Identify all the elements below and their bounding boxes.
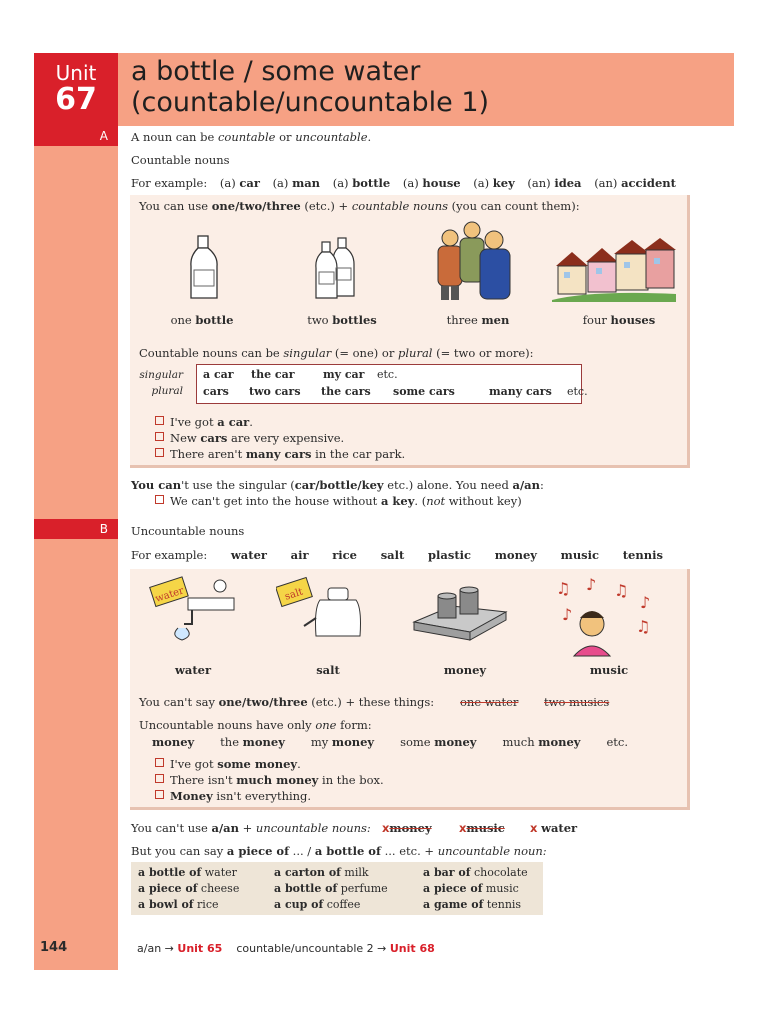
cs-pre: You can't say — [139, 695, 219, 709]
form-pre: much — [502, 735, 539, 749]
piece-item — [274, 866, 369, 879]
page-number: 144 — [40, 940, 68, 955]
wrong-example: one water — [460, 695, 519, 709]
table-cell: the cars — [321, 385, 371, 398]
wrong-music — [459, 821, 505, 835]
uncountable-heading: Uncountable nouns — [131, 524, 245, 538]
piece-bold: a bowl of — [138, 898, 194, 911]
example-word: accident — [621, 176, 676, 190]
example-word: music — [560, 548, 600, 562]
salt-tag: salt — [283, 586, 305, 603]
intro-countable: countable — [217, 130, 276, 144]
example-sentence — [155, 773, 384, 787]
wrong-word: money — [389, 821, 432, 835]
unit-number: 67 — [55, 82, 97, 117]
table-cell: etc. — [377, 368, 398, 381]
use-mid: (etc.) + — [300, 199, 352, 213]
ex-bold: cars — [200, 431, 228, 445]
countable-heading: Countable nouns — [131, 153, 230, 167]
ex-end: in the box. — [318, 773, 384, 787]
caption-pre: four — [582, 313, 611, 327]
form-pre: some — [400, 735, 435, 749]
key-pre: We can't get into the house without — [170, 494, 381, 508]
ex-end: in the car park. — [311, 447, 406, 461]
form-bold: money — [434, 735, 477, 749]
aan-line — [131, 821, 371, 835]
piece-noun: coffee — [326, 898, 361, 911]
example-sentence — [155, 431, 344, 445]
cs-bold: one/two/three — [218, 695, 308, 709]
houses-icon — [552, 232, 676, 302]
cant-bold3: a/an — [512, 478, 540, 492]
cant-use-line — [131, 478, 544, 492]
wrong-example: two musics — [544, 695, 610, 709]
form-item — [220, 735, 285, 749]
ex-pre: I've got — [170, 415, 218, 429]
example-sentence — [155, 447, 405, 461]
example-word: man — [292, 176, 321, 190]
title-line2: (countable/uncountable 1) — [131, 87, 490, 118]
example-word: tennis — [622, 548, 663, 562]
ref-text: countable/uncountable 2 — [236, 942, 374, 955]
ex-bold: Money — [170, 789, 213, 803]
piece-bold: a game of — [423, 898, 484, 911]
key-sentence — [155, 494, 522, 508]
caption-bold: bottles — [332, 313, 377, 327]
example-item — [403, 176, 461, 190]
caption-pre: one — [170, 313, 196, 327]
wrong-word: water — [541, 821, 578, 835]
arrow-icon: → — [377, 942, 387, 955]
singular-label: singular — [139, 369, 183, 381]
music-icon — [552, 574, 662, 658]
form-bold: money — [242, 735, 285, 749]
example-article: (an) — [527, 176, 551, 190]
example-item — [527, 176, 581, 190]
form-pre: my — [310, 735, 332, 749]
ex-bold: many cars — [245, 447, 312, 461]
piece-item — [423, 898, 521, 911]
form-item — [311, 735, 374, 749]
example-word: water — [230, 548, 267, 562]
ex-pre: New — [170, 431, 201, 445]
section-a-label: A — [99, 129, 108, 143]
intro-line — [131, 130, 371, 144]
example-article: (a) — [272, 176, 289, 190]
key-end: without key) — [445, 494, 522, 508]
form-item — [152, 735, 194, 749]
caption-water: water — [174, 663, 212, 677]
table-cell: a car — [203, 368, 234, 381]
wrong-water — [530, 821, 577, 835]
checkbox-bullet-icon — [155, 416, 164, 425]
example-item — [220, 176, 260, 190]
aan-bold: a/an — [211, 821, 239, 835]
checkbox-bullet-icon — [155, 432, 164, 441]
piece-bold: a cup of — [274, 898, 324, 911]
example-article: (an) — [594, 176, 618, 190]
key-mid: . ( — [414, 494, 427, 508]
unit-label: Unit — [55, 61, 97, 85]
only-ital: one — [315, 718, 337, 732]
ex-end: are very expensive. — [227, 431, 345, 445]
for-example-label: For example: — [131, 176, 208, 190]
cross-icon: x — [382, 821, 390, 835]
piece-noun: rice — [197, 898, 219, 911]
example-sentence — [155, 789, 311, 803]
example-word: salt — [380, 548, 405, 562]
three-men-icon — [432, 218, 516, 302]
intro-uncountable: uncountable — [295, 130, 368, 144]
water-tap-icon — [148, 574, 240, 644]
cant-mid: 't use the singular ( — [181, 478, 295, 492]
key-bold: a key — [380, 494, 415, 508]
ex-end: . — [249, 415, 253, 429]
forms-row — [152, 735, 628, 749]
caption-bottles — [282, 313, 402, 327]
table-cell: two cars — [249, 385, 301, 398]
use-ital: countable nouns — [351, 199, 449, 213]
checkbox-bullet-icon — [155, 758, 164, 767]
only-end: form: — [336, 718, 372, 732]
piece-noun: music — [485, 882, 519, 895]
but-mid: ... / — [289, 844, 315, 858]
svg-text:♪: ♪ — [562, 605, 573, 624]
ex-pre: I've got — [170, 757, 218, 771]
for-example-label: For example: — [131, 548, 208, 562]
aan-ital: uncountable nouns: — [255, 821, 371, 835]
aan-mid: + — [238, 821, 256, 835]
cross-icon: x — [459, 821, 467, 835]
unit-65-link[interactable]: Unit 65 — [177, 942, 223, 955]
piece-item — [423, 882, 519, 895]
intro-pre: A noun can be — [131, 130, 218, 144]
ex-bold: a car — [217, 415, 250, 429]
table-cell: the car — [251, 368, 295, 381]
aan-pre: You can't use — [131, 821, 212, 835]
ex-pre: There aren't — [170, 447, 246, 461]
checkbox-bullet-icon — [155, 495, 164, 504]
ex-end: . — [297, 757, 301, 771]
piece-bold: a piece of — [423, 882, 483, 895]
piece-bold: a bottle of — [274, 882, 338, 895]
use-pre: You can use — [139, 199, 212, 213]
uncountable-examples — [131, 548, 663, 562]
cross-icon: x — [530, 821, 538, 835]
table-cell: many cars — [489, 385, 552, 398]
key-not: not — [426, 494, 446, 508]
but-bold1: a piece of — [226, 844, 290, 858]
piece-noun: water — [204, 866, 237, 879]
but-pre: But you can say — [131, 844, 227, 858]
but-line — [131, 844, 547, 858]
one-form-line — [139, 718, 372, 732]
cant-mid2: etc.) alone. You need — [383, 478, 513, 492]
example-article: (a) — [473, 176, 490, 190]
use-bold: one/two/three — [211, 199, 301, 213]
form-item — [606, 735, 628, 749]
piece-noun: cheese — [200, 882, 240, 895]
use-line — [139, 199, 580, 213]
section-a-marker — [34, 126, 118, 146]
example-sentence — [155, 757, 301, 771]
example-item — [594, 176, 676, 190]
salt-icon — [276, 576, 368, 646]
caption-houses — [559, 313, 679, 327]
cant-say-line — [139, 695, 434, 709]
svg-text:♫: ♫ — [614, 581, 629, 600]
two-bottles-icon — [312, 236, 364, 300]
sp-pre: Countable nouns can be — [139, 346, 284, 360]
ex-bold: some money — [217, 757, 298, 771]
intro-or: or — [275, 130, 296, 144]
unit-68-link[interactable]: Unit 68 — [389, 942, 435, 955]
section-b-marker — [34, 519, 118, 539]
plural-row — [203, 385, 588, 398]
example-item — [273, 176, 320, 190]
cant-bold: You can — [131, 478, 182, 492]
singular-plural-line — [139, 346, 534, 360]
section-b-label: B — [99, 522, 108, 536]
cant-end: : — [539, 478, 544, 492]
sp-singular: singular — [283, 346, 332, 360]
example-word: key — [492, 176, 515, 190]
ex-pre: There isn't — [170, 773, 237, 787]
piece-noun: milk — [344, 866, 369, 879]
sp-mid: (= one) or — [331, 346, 398, 360]
but-bold2: a bottle of — [314, 844, 381, 858]
wrong-money — [382, 821, 432, 835]
title-line1: a bottle / some water — [131, 56, 421, 87]
sp-plural: plural — [398, 346, 433, 360]
svg-text:♪: ♪ — [586, 575, 597, 594]
cross-reference — [137, 942, 435, 955]
caption-music: music — [589, 663, 629, 677]
svg-text:♫: ♫ — [556, 579, 571, 598]
svg-text:♫: ♫ — [636, 617, 651, 636]
form-item — [400, 735, 476, 749]
piece-noun: chocolate — [473, 866, 528, 879]
caption-bottle — [142, 313, 262, 327]
example-word: money — [494, 548, 537, 562]
caption-salt: salt — [316, 663, 340, 677]
svg-text:♪: ♪ — [640, 593, 651, 612]
but-ital: uncountable noun: — [437, 844, 547, 858]
checkbox-bullet-icon — [155, 790, 164, 799]
countable-examples — [131, 176, 676, 190]
water-tag: water — [154, 585, 186, 605]
example-sentence — [155, 415, 253, 429]
piece-bold: a piece of — [138, 882, 198, 895]
caption-men — [418, 313, 538, 327]
piece-noun: tennis — [486, 898, 522, 911]
cs-end: (etc.) + these things: — [307, 695, 435, 709]
sp-end: (= two or more): — [432, 346, 534, 360]
piece-item — [423, 866, 528, 879]
cant-bold2: car/bottle/key — [294, 478, 384, 492]
example-article: (a) — [332, 176, 349, 190]
wrong-word: music — [466, 821, 505, 835]
plural-label: plural — [151, 385, 183, 397]
caption-pre: two — [307, 313, 333, 327]
piece-bold: a carton of — [274, 866, 341, 879]
money-icon — [412, 584, 508, 646]
example-word: idea — [554, 176, 582, 190]
ex-bold: much money — [236, 773, 319, 787]
example-word: house — [422, 176, 461, 190]
singular-row — [203, 368, 398, 381]
piece-noun: perfume — [340, 882, 388, 895]
table-cell: some cars — [393, 385, 455, 398]
unit-badge — [34, 53, 118, 126]
example-article: (a) — [219, 176, 236, 190]
form-item — [502, 735, 580, 749]
but-mid2: ... etc. + — [380, 844, 438, 858]
piece-bold: a bottle of — [138, 866, 202, 879]
caption-bold: houses — [610, 313, 656, 327]
caption-bold: men — [481, 313, 510, 327]
example-word: rice — [332, 548, 357, 562]
example-article: (a) — [402, 176, 419, 190]
arrow-icon: → — [164, 942, 174, 955]
bottle-icon — [186, 234, 224, 302]
table-cell: cars — [203, 385, 229, 398]
sidebar-strip — [34, 53, 118, 970]
piece-item — [138, 898, 219, 911]
table-cell: etc. — [567, 385, 588, 398]
ex-end: isn't everything. — [212, 789, 312, 803]
form-bold: money — [331, 735, 375, 749]
page-title — [131, 56, 489, 118]
example-word: bottle — [352, 176, 391, 190]
piece-item — [274, 898, 360, 911]
form-bold: money — [538, 735, 581, 749]
example-item — [473, 176, 514, 190]
example-item — [333, 176, 391, 190]
piece-item — [138, 882, 239, 895]
piece-bold: a bar of — [423, 866, 471, 879]
form-pre: the — [220, 735, 243, 749]
caption-money: money — [443, 663, 487, 677]
piece-item — [274, 882, 388, 895]
checkbox-bullet-icon — [155, 448, 164, 457]
caption-bold: bottle — [195, 313, 234, 327]
table-cell: my car — [323, 368, 365, 381]
caption-pre: three — [446, 313, 482, 327]
use-end: (you can count them): — [448, 199, 580, 213]
piece-item — [138, 866, 237, 879]
example-word: car — [239, 176, 260, 190]
checkbox-bullet-icon — [155, 774, 164, 783]
ref-text: a/an — [137, 942, 162, 955]
intro-end: . — [367, 130, 372, 144]
form-bold: money — [152, 735, 195, 749]
form-pre: etc. — [606, 735, 628, 749]
example-word: plastic — [428, 548, 472, 562]
example-word: air — [290, 548, 309, 562]
only-pre: Uncountable nouns have only — [139, 718, 316, 732]
